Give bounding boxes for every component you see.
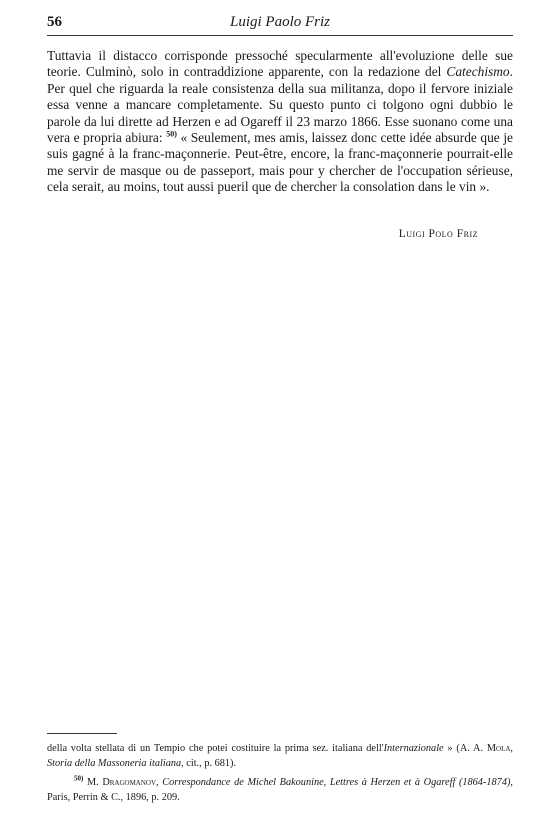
footnote-50: [47, 775, 513, 805]
french-quote: « Seulement, mes amis, laissez donc cette idée absurde que je suis gagné à la franc-maçonnerie. Peut-être, encore, la franc-maçonnerie pourrait-elle me servir de masque ou de passeport, mais pour y chercher de l'occupation sérieuse, cela serait, au moins, tout aussi pueril que de chercher la consolation dans le vin ».: [47, 130, 513, 195]
footnotes: [47, 741, 513, 805]
body-text-part2: . Per quel che riguarda la reale consistenza della sua militanza, dopo il fervore iniziale essa venne a mancare completamente. Su questo punto ci tolgono ogni dubbio le parole da lui dirette ad Herzen e ad Ogareff il 23 marzo 1866. Esse suonano come una vera e propria abiura:: [47, 64, 513, 146]
fn1-internazionale: Internazionale: [383, 743, 444, 754]
body-text-part1: Tuttavia il distacco corrisponde pressoché specularmente all'evoluzione delle sue teorie. Culminò, solo in contraddizione apparente, con la redazione del: [47, 48, 513, 80]
fn1-text-b: » (: [443, 743, 460, 754]
fn1-text-d: , cit., p. 681).: [181, 758, 237, 769]
fn2-book-title: Correspondance de Michel Bakounine, Lettres à Herzen et à Ogareff: [162, 777, 456, 788]
fn2-text-b: ,: [156, 777, 163, 788]
fn1-author: A. A. Mola: [459, 743, 511, 754]
footnote-ref-50: 50): [166, 129, 177, 139]
header-rule: [47, 35, 513, 36]
footnote-continued: [47, 741, 513, 771]
fn1-book-title: Storia della Massoneria italiana: [47, 758, 182, 769]
catechismo-title: Catechismo: [446, 64, 510, 80]
body-paragraph: [47, 48, 513, 196]
page-number: 56: [47, 14, 62, 30]
fn2-text-a: M.: [83, 777, 103, 788]
fn2-ref: 50): [74, 774, 84, 783]
author-signature: Luigi Polo Friz: [398, 228, 478, 240]
fn1-text-c: ,: [510, 743, 513, 754]
running-title: Luigi Paolo Friz: [229, 14, 330, 30]
footnote-rule: [47, 733, 117, 734]
fn1-text-a: della volta stellata di un Tempio che potei costituire la prima sez. italiana dell': [47, 743, 384, 754]
fn2-text-d: , Paris, Perrin & C., 1896, p. 209.: [47, 777, 513, 803]
fn2-years: (1864-1874): [458, 777, 511, 788]
fn2-author: Dragomanov: [102, 777, 157, 788]
page-header: [47, 14, 513, 36]
